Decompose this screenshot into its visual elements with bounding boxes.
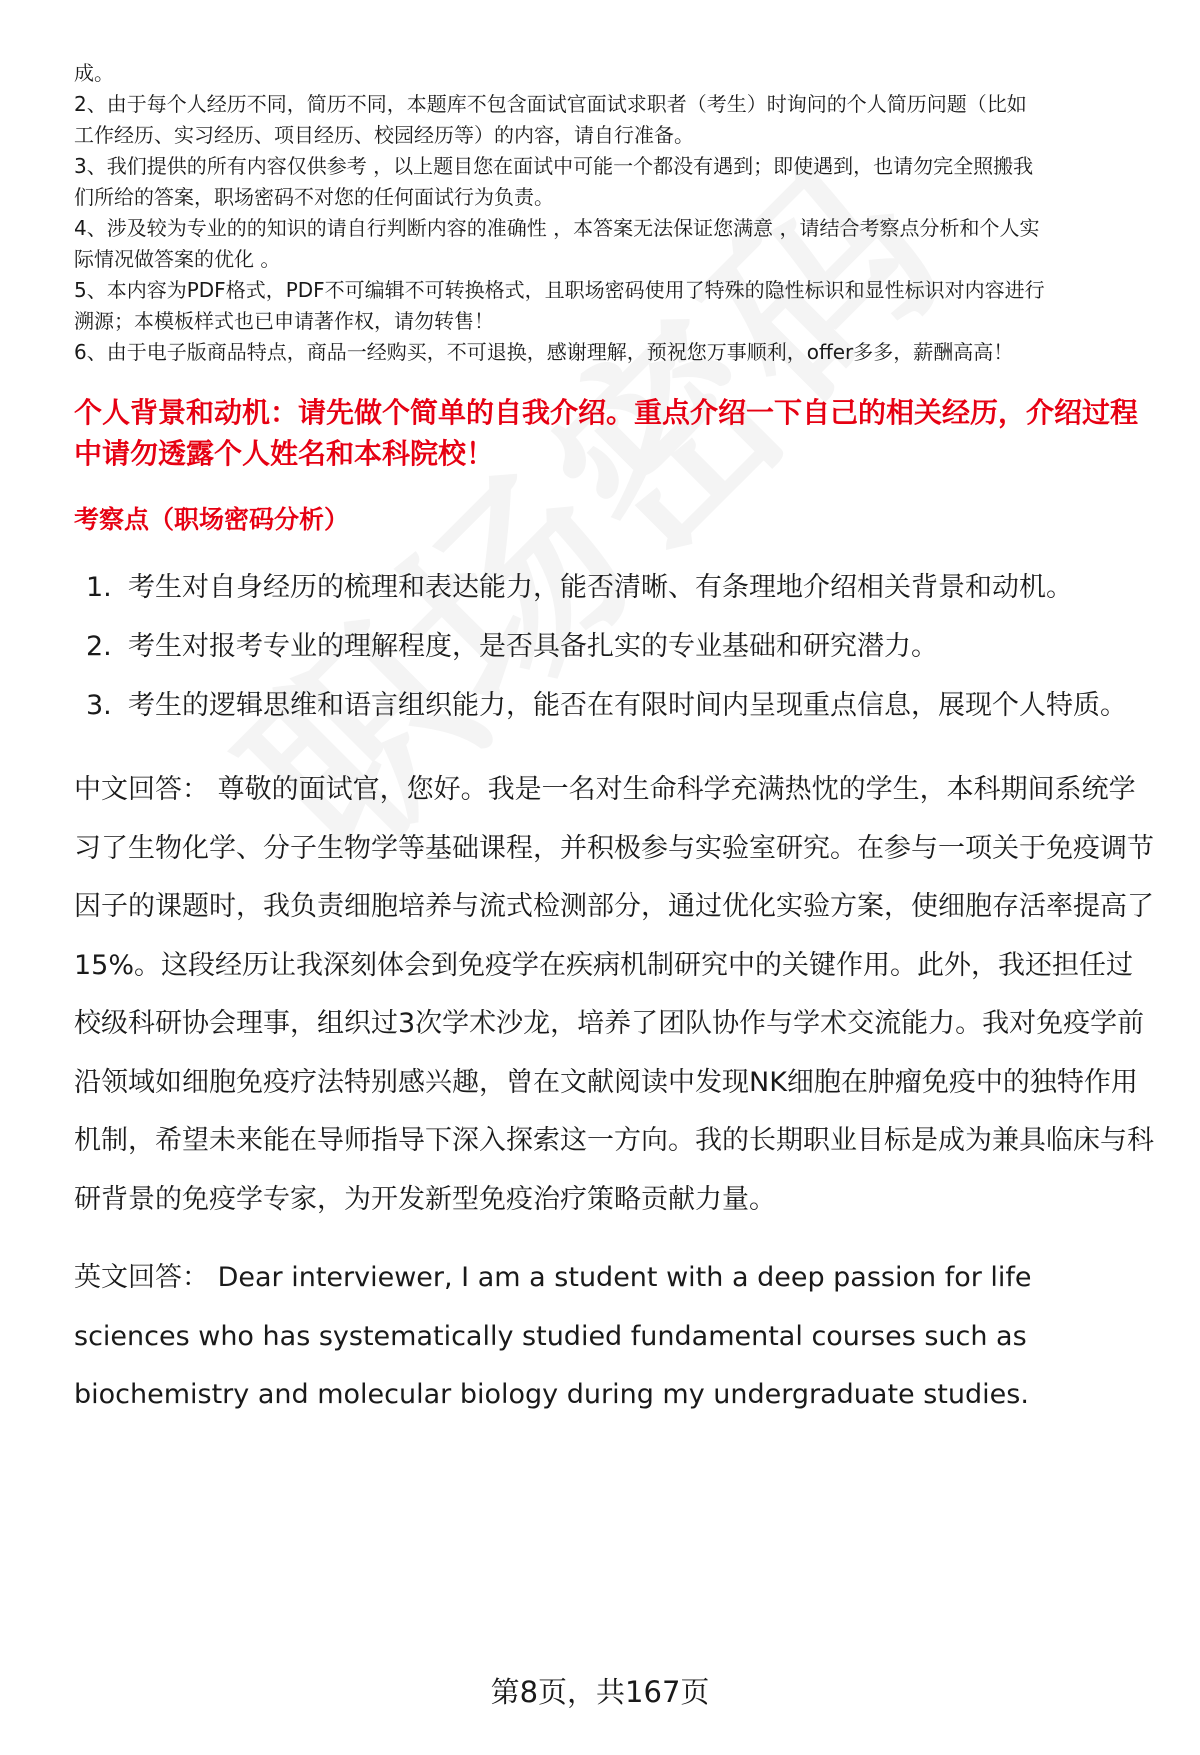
page-footer xyxy=(0,1670,1200,1711)
note-line: 们所给的答案，职场密码不对您的任何面试行为负责。 xyxy=(74,185,554,209)
document-page xyxy=(74,58,1154,1425)
note-line: 溯源；本模板样式也已申请著作权，请勿转售！ xyxy=(74,309,494,333)
list-text: 考生的逻辑思维和语言组织能力，能否在有限时间内呈现重点信息，展现个人特质。 xyxy=(128,690,1127,721)
note-line: 工作经历、实习经历、项目经历、校园经历等）的内容，请自行准备。 xyxy=(74,123,694,147)
note-line: 2、由于每个人经历不同，简历不同，本题库不包含面试官面试求职者（考生）时询问的个人简历问题（比如 xyxy=(74,92,1027,116)
note-line: 成。 xyxy=(74,61,114,85)
note-line: 6、由于电子版商品特点，商品一经购买，不可退换，感谢理解，预祝您万事顺利，offer多多，薪酬高高！ xyxy=(74,340,1014,364)
note-line: 4、涉及较为专业的的知识的请自行判断内容的准确性 ，本答案无法保证您满意 ，请结合考察点分析和个人实 xyxy=(74,216,1040,240)
list-item xyxy=(74,676,1154,735)
list-item xyxy=(74,558,1154,617)
list-number: 2. xyxy=(86,631,112,662)
list-number: 3. xyxy=(86,690,112,721)
note-line: 3、我们提供的所有内容仅供参考 ，以上题目您在面试中可能一个都没有遇到；即使遇到，也请勿完全照搬我 xyxy=(74,154,1034,178)
list-number: 1. xyxy=(86,572,112,603)
note-line: 际情况做答案的优化 。 xyxy=(74,247,281,271)
key-points-list xyxy=(74,558,1154,735)
list-item xyxy=(74,617,1154,676)
notes-block xyxy=(74,58,1154,368)
question-title: 个人背景和动机：请先做个简单的自我介绍。重点介绍一下自己的相关经历，介绍过程中请勿透露个人姓名和本科院校！ xyxy=(74,396,1139,470)
chinese-answer xyxy=(74,761,1154,1229)
english-answer xyxy=(74,1249,1154,1425)
chinese-answer-text: 尊敬的面试官，您好。我是一名对生命科学充满热忱的学生，本科期间系统学习了生物化学、分子生物学等基础课程，并积极参与实验室研究。在参与一项关于免疫调节因子的课题时，我负责细胞培养与流式检测部分，通过优化实验方案，使细胞存活率提高了15%。这段经历让我深刻体会到免疫学在疾病机制研究中的关键作用。此外，我还担任过校级科研协会理事，组织过3次学术沙龙，培养了团队协作与学术交流能力。我对免疫学前沿领域如细胞免疫疗法特别感兴趣，曾在文献阅读中发现NK细胞在肿瘤免疫中的独特作用机制，希望未来能在导师指导下深入探索这一方向。我的长期职业目标是成为兼具临床与科研背景的免疫学专家，为开发新型免疫治疗策略贡献力量。 xyxy=(74,774,1154,1215)
note-line: 5、本内容为PDF格式，PDF不可编辑不可转换格式，且职场密码使用了特殊的隐性标识和显性标识对内容进行 xyxy=(74,278,1045,302)
list-text: 考生对自身经历的梳理和表达能力，能否清晰、有条理地介绍相关背景和动机。 xyxy=(128,572,1073,603)
page-number: 第8页，共167页 xyxy=(490,1675,710,1709)
key-points-heading: 考察点（职场密码分析） xyxy=(74,505,350,534)
list-text: 考生对报考专业的理解程度，是否具备扎实的专业基础和研究潜力。 xyxy=(128,631,938,662)
english-answer-text: Dear interviewer, I am a student with a deep passion for life sciences who has systematically studied fundamental courses such as biochemistry and molecular biology during my undergraduate studies. xyxy=(74,1262,1032,1410)
chinese-answer-label: 中文回答： xyxy=(74,774,209,805)
english-answer-label: 英文回答： xyxy=(74,1262,209,1293)
